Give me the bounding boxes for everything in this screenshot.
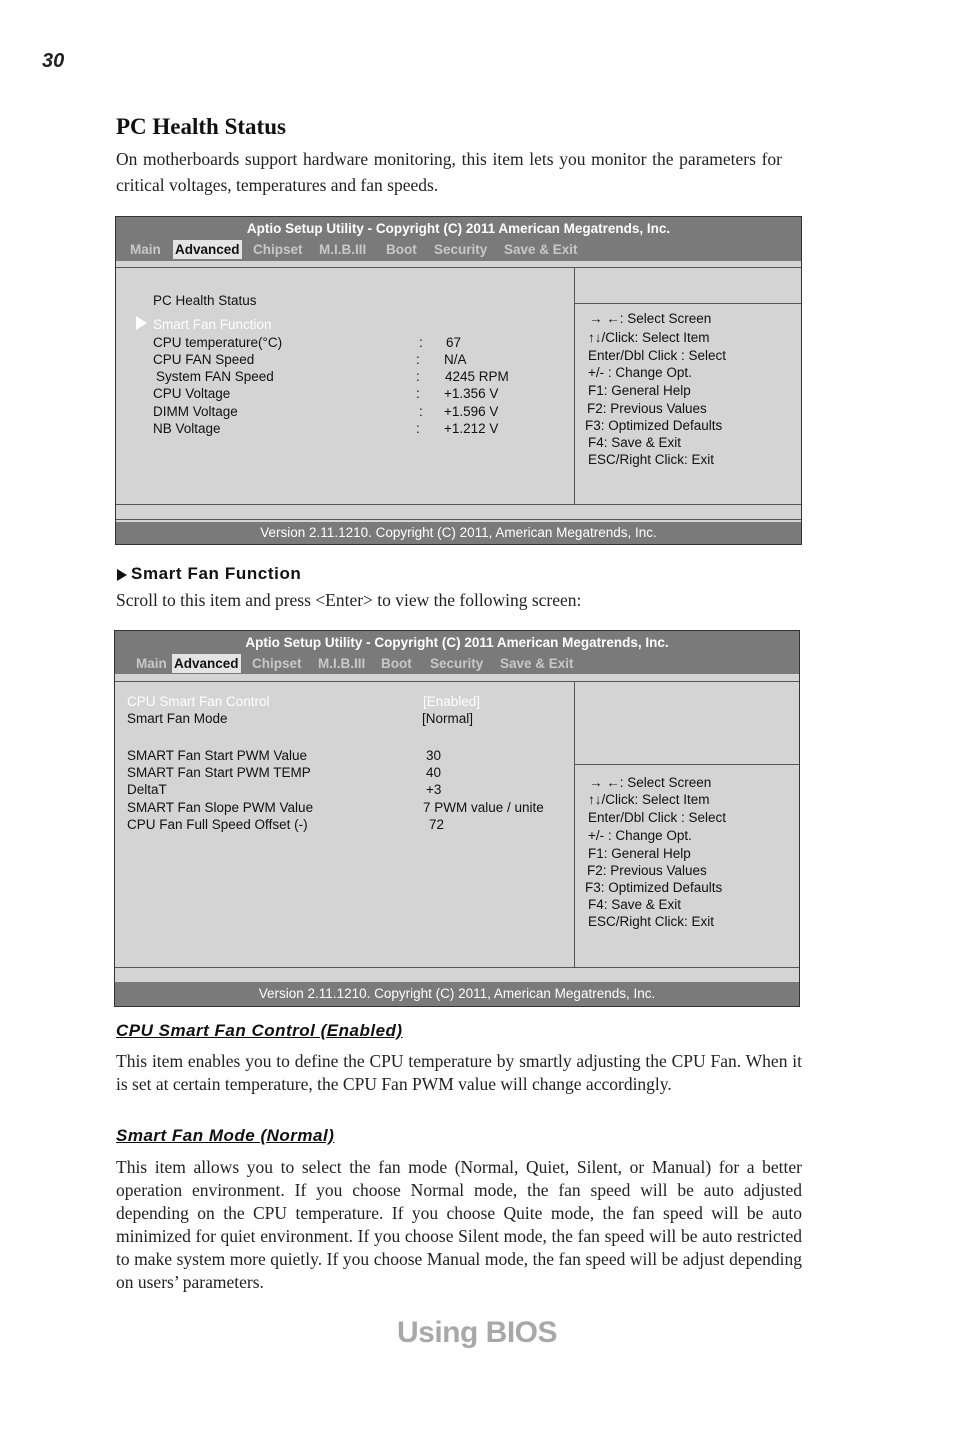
bios-title: Aptio Setup Utility - Copyright (C) 2011 American Megatrends, Inc. (245, 635, 669, 650)
bios-title: Aptio Setup Utility - Copyright (C) 2011 American Megatrends, Inc. (246, 221, 671, 236)
help-optimized-defaults: F3: Optimized Defaults (585, 880, 723, 895)
help-change-opt: +/- : Change Opt. (588, 828, 692, 843)
section-intro: On motherboards support hardware monitoring, this item lets you monitor the parameters for critical voltages, temperatures and fan speeds. (116, 149, 782, 195)
section-title: PC Health Status (116, 114, 286, 139)
menu-item-smart-fan-function[interactable]: Smart Fan Function (153, 317, 272, 332)
item-label[interactable]: SMART Fan Start PWM TEMP (127, 765, 311, 780)
item-label: CPU FAN Speed (153, 352, 255, 367)
tab-save-exit[interactable]: Save & Exit (500, 656, 574, 671)
item-label[interactable]: DeltaT (127, 782, 167, 797)
item-value: +1.212 V (444, 421, 499, 436)
option-description: This item allows you to select the fan mode (Normal, Quiet, Silent, or Manual) for a better operation environment. If you choose Normal mode, the fan speed will be auto adjusted depending on the CPU temperature. If you choose Quite mode, the fan speed will be auto minimized for quiet environment. If you choose Silent mode, the fan speed will be auto restricted to make system more quietly. If you choose Manual mode, the fan speed will be adjust depending on users’ parameters. (116, 1157, 802, 1292)
tab-main[interactable]: Main (130, 242, 161, 257)
item-value: 4245 RPM (445, 369, 509, 384)
tab-mib[interactable]: M.I.B.III (318, 656, 366, 671)
item-value: 67 (446, 335, 462, 350)
tab-chipset[interactable]: Chipset (252, 656, 302, 671)
item-separator: : (416, 352, 420, 367)
help-general-help: F1: General Help (588, 846, 691, 861)
tab-boot[interactable]: Boot (381, 656, 412, 671)
item-value[interactable]: 30 (426, 748, 442, 763)
item-value[interactable]: 72 (429, 817, 445, 832)
option-heading-smart-fan-mode: Smart Fan Mode (Normal) (116, 1126, 335, 1145)
tab-advanced[interactable]: Advanced (175, 242, 240, 257)
item-label: System FAN Speed (156, 369, 274, 384)
item-value[interactable]: +3 (426, 782, 442, 797)
tab-chipset[interactable]: Chipset (253, 242, 303, 257)
item-label: DIMM Voltage (153, 404, 238, 419)
tab-boot[interactable]: Boot (386, 242, 417, 257)
submenu-arrow-icon (136, 316, 147, 330)
item-cpu-smart-fan-control[interactable]: CPU Smart Fan Control (127, 694, 270, 709)
page-number: 30 (42, 50, 65, 72)
submenu-arrow-icon (117, 569, 127, 581)
tab-save-exit[interactable]: Save & Exit (504, 242, 578, 257)
item-label[interactable]: SMART Fan Start PWM Value (127, 748, 308, 763)
item-label: CPU temperature(°C) (153, 335, 283, 350)
divider (115, 681, 799, 682)
option-description: This item enables you to define the CPU temperature by smartly adjusting the CPU Fan. When it is set at certain temperature, the CPU Fan PWM value will change accordingly. (116, 1051, 802, 1094)
tab-security[interactable]: Security (434, 242, 488, 257)
item-value: N/A (444, 352, 467, 367)
item-label[interactable]: SMART Fan Slope PWM Value (127, 800, 314, 815)
help-select-screen: → ←: Select Screen (589, 775, 712, 790)
tab-advanced[interactable]: Advanced (174, 656, 239, 671)
item-separator: : (416, 421, 420, 436)
help-optimized-defaults: F3: Optimized Defaults (585, 418, 723, 433)
help-select-item: ↑↓/Click: Select Item (588, 792, 710, 807)
item-separator: : (416, 386, 420, 401)
item-value-selected[interactable]: [Enabled] (423, 694, 481, 709)
option-heading-cpu-smart-fan-control: CPU Smart Fan Control (Enabled) (116, 1021, 403, 1040)
tab-mib[interactable]: M.I.B.III (319, 242, 367, 257)
bios-header (115, 631, 799, 674)
help-save-exit: F4: Save & Exit (588, 897, 682, 912)
divider (115, 967, 799, 968)
divider (116, 267, 801, 268)
help-change-opt: +/- : Change Opt. (588, 365, 692, 380)
item-label: CPU Voltage (153, 386, 231, 401)
bios-screen-pc-health (115, 216, 802, 545)
divider (574, 303, 801, 304)
item-value: +1.596 V (444, 404, 499, 419)
item-value[interactable]: 40 (426, 765, 442, 780)
help-exit: ESC/Right Click: Exit (588, 452, 715, 467)
item-value[interactable]: 7 PWM value / unite (423, 800, 544, 815)
item-smart-fan-mode[interactable]: Smart Fan Mode (127, 711, 228, 726)
help-select-screen: → ←: Select Screen (589, 311, 712, 326)
divider (116, 504, 801, 505)
bios-header (116, 217, 801, 261)
subsection-instruction: Scroll to this item and press <Enter> to view the following screen: (116, 590, 582, 610)
tab-security[interactable]: Security (430, 656, 484, 671)
menu-heading: PC Health Status (153, 293, 257, 308)
divider (574, 764, 799, 765)
help-select-item: ↑↓/Click: Select Item (588, 330, 710, 345)
help-select: Enter/Dbl Click : Select (588, 810, 727, 825)
item-value: +1.356 V (444, 386, 499, 401)
tab-main[interactable]: Main (136, 656, 167, 671)
help-save-exit: F4: Save & Exit (588, 435, 682, 450)
help-previous-values: F2: Previous Values (587, 401, 707, 416)
bios-footer: Version 2.11.1210. Copyright (C) 2011, American Megatrends, Inc. (115, 982, 799, 1006)
divider (574, 681, 575, 967)
subsection-title: Smart Fan Function (131, 564, 302, 583)
item-value[interactable]: [Normal] (422, 711, 474, 726)
help-exit: ESC/Right Click: Exit (588, 914, 715, 929)
item-label: NB Voltage (153, 421, 221, 436)
chapter-footer-title: Using BIOS (396, 1316, 557, 1349)
help-select: Enter/Dbl Click : Select (588, 348, 727, 363)
item-separator: : (416, 369, 420, 384)
help-general-help: F1: General Help (588, 383, 691, 398)
item-separator: : (419, 335, 423, 350)
divider (116, 519, 801, 520)
item-label[interactable]: CPU Fan Full Speed Offset (-) (127, 817, 308, 832)
bios-footer: Version 2.11.1210. Copyright (C) 2011, American Megatrends, Inc. (116, 522, 801, 544)
item-separator: : (419, 404, 423, 419)
bios-screen-smart-fan (114, 630, 800, 1007)
help-previous-values: F2: Previous Values (587, 863, 707, 878)
